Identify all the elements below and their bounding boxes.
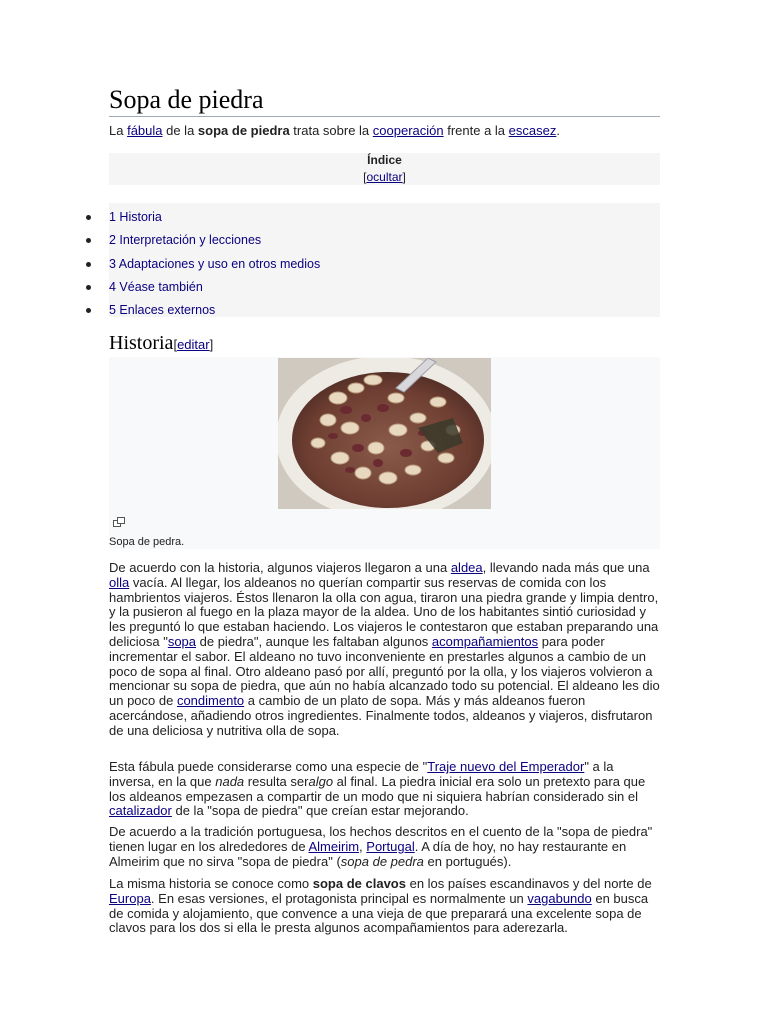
- bold-term: sopa de clavos: [312, 876, 406, 891]
- link-vagabundo[interactable]: vagabundo: [527, 890, 592, 906]
- lead-text: La: [109, 123, 128, 138]
- magnify-clip-icon[interactable]: [113, 517, 125, 527]
- paragraph-story: [109, 561, 660, 739]
- paragraph-text: de piedra", aunque les faltaban algunos: [196, 633, 432, 649]
- section-heading-text: Historia: [109, 332, 174, 354]
- paragraph-text: de la "sopa de piedra" que creían estar mejorando.: [171, 803, 469, 819]
- paragraph-interpretation: [109, 760, 660, 819]
- toc-toggle: [363, 170, 406, 184]
- paragraph-portugal: [109, 825, 660, 869]
- bullet: [86, 215, 91, 220]
- italic-term: nada: [215, 773, 245, 789]
- italic-term: sopa de pedra: [340, 853, 424, 869]
- toc-list: [84, 203, 660, 317]
- paragraph-text: al final. La piedra inicial era solo un pretexto para que los aldeanos empezasen a compartir de un modo que ni siquiera habrían considerado sin el: [109, 773, 646, 804]
- link-traje-nuevo[interactable]: Traje nuevo del Emperador: [427, 759, 585, 774]
- link-sopa[interactable]: sopa: [167, 633, 197, 649]
- paragraph-text: ,: [359, 838, 367, 854]
- edit-link[interactable]: editar: [177, 337, 210, 352]
- lead-bold-term: sopa de piedra: [197, 123, 290, 138]
- toc-item-label: 3 Adaptaciones y uso en otros medios: [109, 257, 321, 271]
- paragraph-text: para poder incrementar el sabor. El aldeano no tuvo inconveniente en prestarles algunos a cambio de un poco de sopa al final. Otro aldeano pasó por allí, preguntó por la olla, y los viajeros volvieron a mencionar su sopa de piedra, que aún no había alcanzado todo su potencial. El aldeano les dio un poco de: [109, 633, 660, 709]
- paragraph-text: , llevando nada más que una: [482, 560, 650, 575]
- link-catalizador[interactable]: catalizador: [109, 803, 172, 819]
- link-fabula[interactable]: fábula: [127, 123, 163, 138]
- paragraph-text: De acuerdo a la tradición portuguesa, los hechos descritos en el cuento de la "sopa de piedra" tienen lugar en los alrededores de: [109, 824, 653, 854]
- link-aldea[interactable]: aldea: [450, 560, 483, 575]
- edit-section: [173, 337, 213, 352]
- section-heading-historia: [109, 331, 660, 358]
- bullet: [86, 262, 91, 267]
- paragraph-text: resulta ser: [244, 773, 309, 789]
- toc-hide-link[interactable]: ocultar: [366, 170, 403, 184]
- link-acompanamientos[interactable]: acompañamientos: [431, 633, 539, 649]
- bracket: [: [363, 170, 367, 184]
- italic-term: algo: [308, 773, 334, 789]
- toc-item-label: 1 Historia: [109, 210, 162, 224]
- thumbnail-figure: [109, 357, 660, 549]
- link-portugal[interactable]: Portugal: [366, 838, 415, 854]
- toc-item-label: 5 Enlaces externos: [109, 303, 216, 317]
- bracket: ]: [402, 170, 406, 184]
- toc-item-label: 4 Véase también: [109, 280, 203, 294]
- link-almeirim[interactable]: Almeirim: [308, 838, 360, 854]
- paragraph-text: en portugués).: [423, 853, 512, 869]
- paragraph-text: " a la inversa, en la que: [109, 759, 614, 789]
- link-europa[interactable]: Europa: [109, 890, 151, 906]
- bracket: [: [173, 337, 178, 352]
- page-title: Sopa de piedra: [109, 84, 660, 117]
- lead-text: .: [556, 123, 560, 138]
- link-escasez[interactable]: escasez: [508, 123, 557, 138]
- lead-paragraph: [109, 122, 660, 139]
- bullet: [86, 238, 91, 243]
- soup-image: [278, 358, 491, 509]
- paragraph-scandinavia: [109, 877, 660, 936]
- bullet: [86, 308, 91, 313]
- lead-text: frente a la: [443, 123, 509, 138]
- paragraph-text: Esta fábula puede considerarse como una especie de ": [109, 759, 428, 774]
- link-olla[interactable]: olla: [109, 574, 130, 590]
- toc-title: Índice: [367, 153, 402, 167]
- paragraph-text: La misma historia se conoce como: [109, 876, 313, 891]
- soup-photo[interactable]: [278, 358, 491, 509]
- link-condimento[interactable]: condimento: [176, 693, 245, 709]
- paragraph-text: De acuerdo con la historia, algunos viajeros llegaron a una: [109, 560, 451, 575]
- lead-text: de la: [162, 123, 198, 138]
- paragraph-text: vacía. Al llegar, los aldeanos no querían compartir sus reservas de comida con los hambrientos viajeros. Éstos llenaron la olla con agua, tiraron una piedra grande y limpia dentro, y la pusieron al fuego en la plaza mayor de la aldea. Uno de los habitantes sintió curiosidad y les preguntó lo que estaban haciendo. Los viajeros le contestaron que estaban preparando una deliciosa ": [109, 574, 659, 649]
- lead-text: trata sobre la: [289, 123, 373, 138]
- bullet: [86, 285, 91, 290]
- bracket: ]: [209, 337, 214, 352]
- paragraph-text: . A día de hoy, no hay restaurante en Almeirim que no sirva "sopa de piedra" (: [109, 838, 627, 869]
- link-cooperacion[interactable]: cooperación: [372, 123, 444, 138]
- paragraph-text: a cambio de un plato de sopa. Más y más aldeanos fueron acercándose, añadiendo otros ingredientes. Finalmente todos, aldeanos y viajeros, disfrutaron de una deliciosa y nutritiva olla de sopa.: [109, 693, 653, 738]
- toc-header: [109, 153, 660, 185]
- paragraph-text: en los países escandinavos y del norte de: [405, 876, 652, 891]
- image-caption: Sopa de pedra.: [109, 536, 185, 548]
- paragraph-text: . En esas versiones, el protagonista principal es normalmente un: [150, 890, 528, 906]
- paragraph-text: en busca de comida y alojamiento, que convence a una vieja de que preparará una excelente sopa de clavos para los dos si ella le presta algunos acompañamientos para aderezarla.: [109, 890, 649, 936]
- toc-item-label: 2 Interpretación y lecciones: [109, 233, 262, 247]
